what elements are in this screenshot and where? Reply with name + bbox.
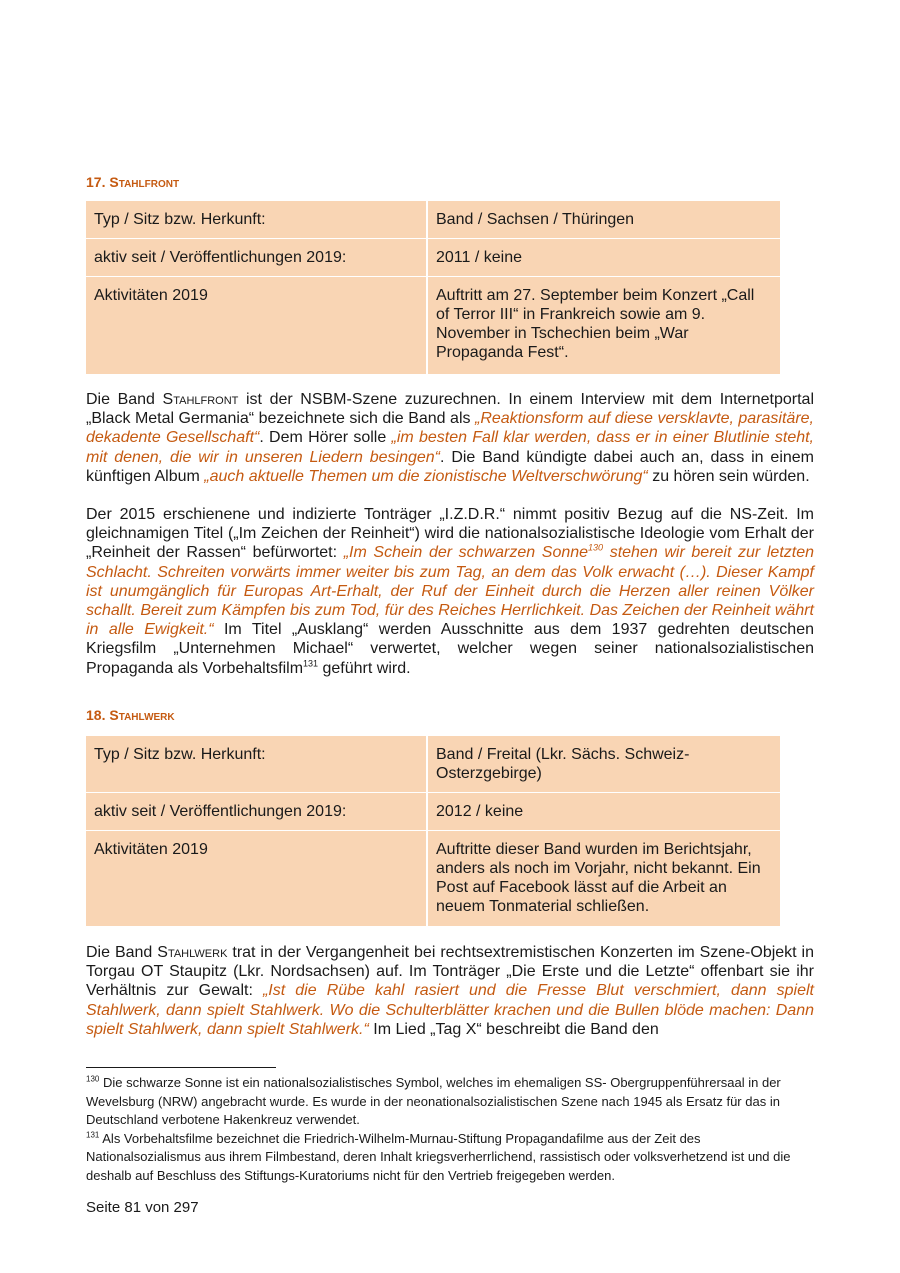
- footnotes: [86, 1074, 814, 1185]
- page-number: Seite 81 von 297: [86, 1199, 199, 1216]
- row-label: Aktivitäten 2019: [86, 277, 427, 375]
- footnote-number: 130: [86, 1074, 100, 1084]
- quote: stehen wir bereit zur letzten Schlacht. Schreiten vorwärts immer weiter bis zum Tag, an dem das Volk erwacht (…). Dieser Kampf ist unumgänglich für Europas Art-Erhalt, der Ruf der Einheit durch die Herzen aller reinen Völker schallt. Bereit zum Kämpfen bis zum Tod, für des Reiches Herrlichkeit. Das Zeichen der Reinheit währt in alle Ewigkeit.“: [86, 544, 815, 639]
- row-label: Typ / Sitz bzw. Herkunft:: [86, 736, 427, 793]
- row-value: Auftritte dieser Band wurden im Berichtsjahr, anders als noch im Vorjahr, nicht bekannt. Ein Post auf Facebook lässt auf die Arbeit an neuem Tonmaterial schließen.: [427, 831, 780, 927]
- row-label: aktiv seit / Veröffentlichungen 2019:: [86, 793, 427, 831]
- footnote-divider: [86, 1067, 276, 1068]
- row-value: Band / Sachsen / Thüringen: [427, 201, 780, 239]
- paragraph-stahlfront-1: Die Band Stahlfront ist der NSBM-Szene zuzurechnen. In einem Interview mit dem Internetportal „Black Metal Germania“ bezeichnete sich die Band als „Reaktionsform auf diese versklavte, parasitäre, dekadente Gesellschaft“. Dem Hörer solle „im besten Fall klar werden, dass er in einer Blutlinie steht, mit denen, die wir in unseren Liedern besingen“. Die Band kündigte dabei auch an, dass in einem künftigen Album „auch aktuelle Themen um die zionistische Weltverschwörung“ zu hören sein würden.: [86, 391, 815, 485]
- paragraph-stahlfront-2: Der 2015 erschienene und indizierte Tonträger „I.Z.D.R.“ nimmt positiv Bezug auf die NS-Zeit. Im gleichnamigen Titel („Im Zeichen der Reinheit“) wird die nationalsozialistische Ideologie vom Erhalt der „Reinheit der Rassen“ befürwortet: „Im Schein der schwarzen Sonne$^{130}$ stehen wir bereit zur letzten Schlacht. Schreiten vorwärts immer weiter bis zum Tag, an dem das Volk erwacht (…). Dieser Kampf ist unumgänglich für Europas Art-Erhalt, der Ruf der Einheit durch die Herzen aller reinen Völker schallt. Bereit zum Kämpfen bis zum Tod, für des Reiches Herrlichkeit. Das Zeichen der Reinheit währt in alle Ewigkeit.“ Im Titel „Ausklang“ werden Ausschnitte aus dem 1937 gedrehten deutschen Kriegsfilm „Unternehmen Michael“ verwertet, welcher wegen seiner nationalsozialistischen Propaganda als Vorbehaltsfilm$^{131}$ geführt wird.: [86, 506, 815, 677]
- table-row: [86, 277, 780, 375]
- row-value: 2011 / keine: [427, 239, 780, 277]
- quote: „Ist die Rübe kahl rasiert und die Fresse Blut verschmiert, dann spielt Stahlwerk, dann spielt Stahlwerk. Wo die Schulterblätter krachen und die Bullen blöde machen: Dann spielt Stahlwerk, dann spielt Stahlwerk.“: [86, 982, 815, 1038]
- paragraph-stahlwerk: Die Band Stahlwerk trat in der Vergangenheit bei rechtsextremistischen Konzerten im Szene-Objekt in Torgau OT Staupitz (Lkr. Nordsachsen) auf. Im Tonträger „Die Erste und die Letzte“ offenbart sie ihr Verhältnis zur Gewalt: „Ist die Rübe kahl rasiert und die Fresse Blut verschmiert, dann spielt Stahlwerk, dann spielt Stahlwerk. Wo die Schulterblätter krachen und die Bullen blöde machen: Dann spielt Stahlwerk, dann spielt Stahlwerk.“ Im Lied „Tag X“ beschreibt die Band den: [86, 944, 815, 1038]
- quote: „auch aktuelle Themen um die zionistische Weltverschwörung“: [204, 467, 648, 485]
- section-heading-stahlfront: 17. Stahlfront: [86, 174, 180, 190]
- info-table-stahlwerk: [86, 735, 780, 927]
- table-row: [86, 831, 780, 927]
- band-name: Stahlwerk: [157, 944, 228, 961]
- table-row: [86, 239, 780, 277]
- row-value: Band / Freital (Lkr. Sächs. Schweiz-Osterzgebirge): [427, 736, 780, 793]
- row-label: aktiv seit / Veröffentlichungen 2019:: [86, 239, 427, 277]
- footnote-number: 131: [86, 1130, 100, 1140]
- row-value: Auftritt am 27. September beim Konzert „Call of Terror III“ in Frankreich sowie am 9. November in Tschechien beim „War Propaganda Fest“.: [427, 277, 780, 375]
- footnote-ref[interactable]: 131: [303, 658, 319, 669]
- footnote-ref[interactable]: 130: [588, 543, 604, 554]
- quote: „im besten Fall klar werden, dass er in einer Blutlinie steht, mit denen, die wir in unseren Liedern besingen“: [86, 429, 815, 466]
- info-table-stahlfront: [86, 200, 780, 375]
- table-row: [86, 793, 780, 831]
- table-row: [86, 201, 780, 239]
- quote: „Im Schein der schwarzen Sonne: [343, 544, 589, 562]
- row-value: 2012 / keine: [427, 793, 780, 831]
- footnote: $^{131}$ Als Vorbehaltsfilme bezeichnet die Friedrich-Wilhelm-Murnau-Stiftung Propagandafilme aus der Zeit des Nationalsozialismus aus ihrem Filmbestand, deren Inhalt kriegsverherrlichend, rassistisch oder volksverhetzend ist und die deshalb auf Beschluss des Stiftungs-Kuratoriums nicht für den Vertrieb freigegeben werden.: [86, 1130, 791, 1183]
- table-row: [86, 736, 780, 793]
- row-label: Typ / Sitz bzw. Herkunft:: [86, 201, 427, 239]
- footnote: $^{130}$ Die schwarze Sonne ist ein nationalsozialistisches Symbol, welches im ehemaligen SS- Obergruppenführersaal in der Wevelsburg (NRW) angebracht wurde. Es wurde in der neonationalsozialistischen Szene nach 1945 als Ersatz für das in Deutschland verbotene Hakenkreuz verwendet.: [86, 1074, 781, 1127]
- quote: „Reaktionsform auf diese versklavte, parasitäre, dekadente Gesellschaft“: [86, 410, 814, 447]
- section-heading-stahlwerk: 18. Stahlwerk: [86, 707, 175, 723]
- band-name: Stahlfront: [162, 391, 239, 408]
- row-label: Aktivitäten 2019: [86, 831, 427, 927]
